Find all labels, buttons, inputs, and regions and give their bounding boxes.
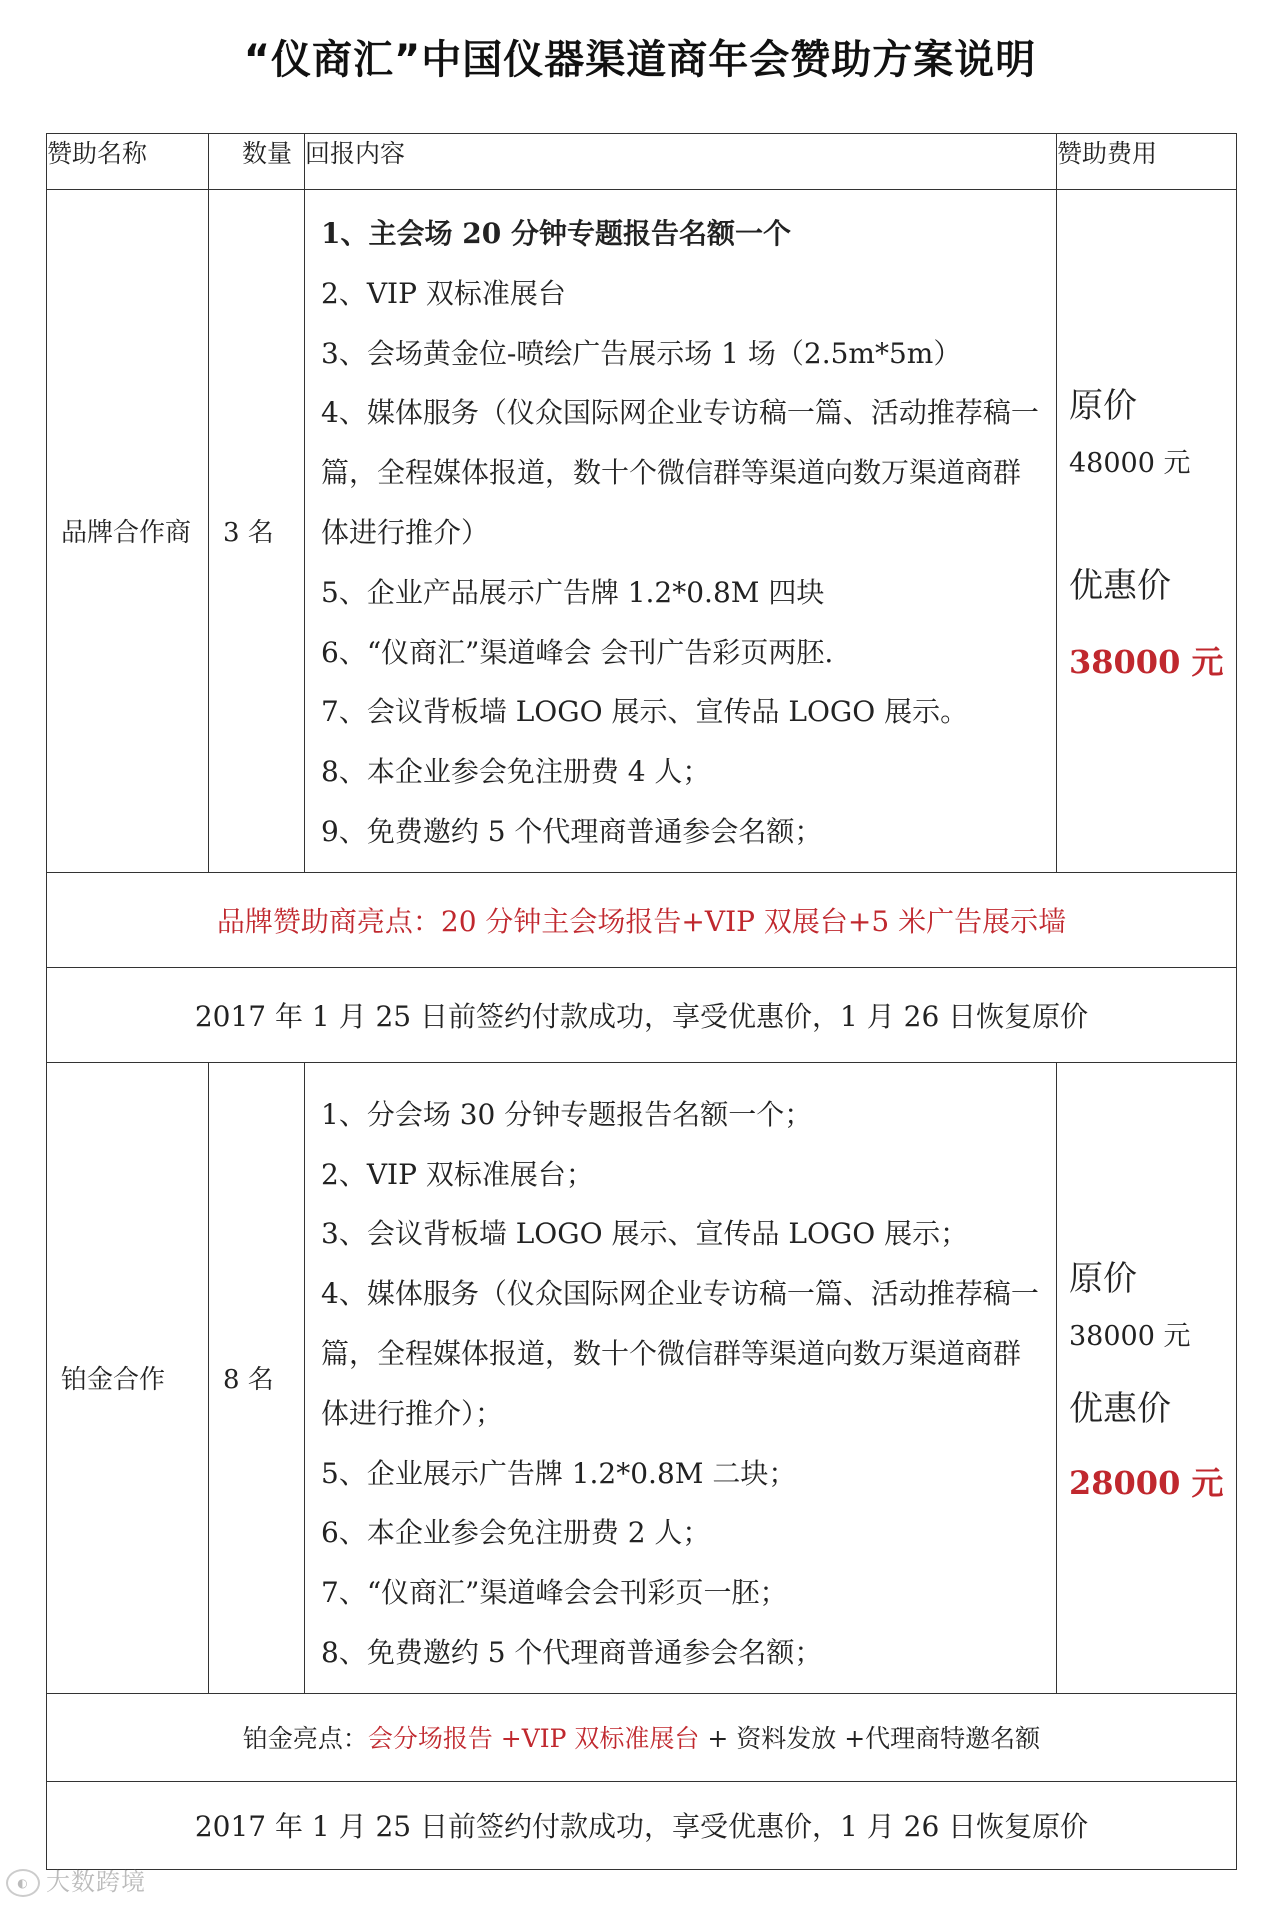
brand-deadline: 2017 年 1 月 25 日前签约付款成功，享受优惠价，1 月 26 日恢复原价 (47, 967, 1237, 1062)
table-header-row (47, 134, 1237, 190)
brand-orig-label: 原价 (1069, 386, 1137, 427)
document-title: “仪商汇”中国仪器渠道商年会赞助方案说明 (243, 37, 1037, 83)
platinum-highlight (47, 1693, 1237, 1781)
brand-highlight-row (47, 872, 1237, 967)
platinum-item: 7、“仪商汇”渠道峰会会刊彩页一胚； (321, 1576, 788, 1610)
platinum-orig-price: 38000 元 (1069, 1321, 1191, 1353)
sponsorship-table (46, 133, 1237, 1870)
header-count: 数量 (209, 134, 305, 190)
brand-item: 2、VIP 双标准展台 (321, 276, 566, 310)
platinum-item: 4、媒体服务（仪众国际网企业专访稿一篇、活动推荐稿一篇，全程媒体报道，数十个微信群等渠道向数万渠道商群体进行推介）； (321, 1277, 1039, 1430)
platinum-items (305, 1062, 1057, 1693)
platinum-price (1057, 1062, 1237, 1693)
platinum-item: 6、本企业参会免注册费 2 人； (321, 1516, 711, 1550)
brand-items (305, 190, 1057, 873)
platinum-sale-price: 28000 元 (1069, 1464, 1224, 1503)
platinum-deadline-row (47, 1781, 1237, 1869)
brand-orig-price: 48000 元 (1069, 448, 1191, 480)
brand-name: 品牌合作商 (47, 190, 209, 873)
brand-item: 5、企业产品展示广告牌 1.2*0.8M 四块 (321, 575, 825, 609)
platinum-item: 1、分会场 30 分钟专题报告名额一个； (321, 1097, 813, 1131)
brand-item: 4、媒体服务（仪众国际网企业专访稿一篇、活动推荐稿一篇，全程媒体报道，数十个微信群等渠道向数万渠道商群体进行推介） (321, 396, 1039, 549)
header-name: 赞助名称 (47, 134, 209, 190)
platinum-item: 2、VIP 双标准展台； (321, 1157, 594, 1191)
platinum-count: 8 名 (209, 1062, 305, 1693)
platinum-item: 8、免费邀约 5 个代理商普通参会名额； (321, 1635, 823, 1669)
watermark (6, 1862, 146, 1897)
platinum-highlight-red: 会分场报告 +VIP 双标准展台 (367, 1724, 700, 1754)
platinum-highlight-row (47, 1693, 1237, 1781)
header-fee: 赞助费用 (1057, 134, 1237, 190)
platinum-name: 铂金合作 (47, 1062, 209, 1693)
platinum-item: 3、会议背板墙 LOGO 展示、宣传品 LOGO 展示； (321, 1217, 969, 1251)
platinum-highlight-rest: + 资料发放 +代理商特邀名额 (699, 1724, 1041, 1754)
brand-item: 3、会场黄金位-喷绘广告展示场 1 场（2.5m*5m） (321, 336, 962, 370)
platinum-row (47, 1062, 1237, 1693)
brand-price (1057, 190, 1237, 873)
header-content: 回报内容 (305, 134, 1057, 190)
platinum-highlight-prefix: 铂金亮点： (242, 1724, 368, 1754)
brand-item: 6、“仪商汇”渠道峰会 会刊广告彩页两胚. (321, 635, 834, 669)
watermark-logo-icon: ◐ (6, 1869, 40, 1897)
brand-sale-label: 优惠价 (1069, 566, 1171, 607)
brand-item: 1、主会场 20 分钟专题报告名额一个 (321, 217, 791, 250)
watermark-text: 大数跨境 (46, 1868, 146, 1896)
brand-item: 7、会议背板墙 LOGO 展示、宣传品 LOGO 展示。 (321, 695, 969, 729)
brand-deadline-row (47, 967, 1237, 1062)
brand-item: 8、本企业参会免注册费 4 人； (321, 755, 711, 789)
brand-row (47, 190, 1237, 873)
platinum-orig-label: 原价 (1069, 1259, 1137, 1300)
platinum-deadline: 2017 年 1 月 25 日前签约付款成功，享受优惠价，1 月 26 日恢复原价 (47, 1781, 1237, 1869)
platinum-sale-label: 优惠价 (1069, 1389, 1171, 1430)
platinum-item: 5、企业展示广告牌 1.2*0.8M 二块； (321, 1456, 797, 1490)
brand-highlight: 品牌赞助商亮点：20 分钟主会场报告+VIP 双展台+5 米广告展示墙 (47, 872, 1237, 967)
brand-item: 9、免费邀约 5 个代理商普通参会名额； (321, 814, 823, 848)
brand-sale-price: 38000 元 (1069, 643, 1224, 682)
brand-count: 3 名 (209, 190, 305, 873)
